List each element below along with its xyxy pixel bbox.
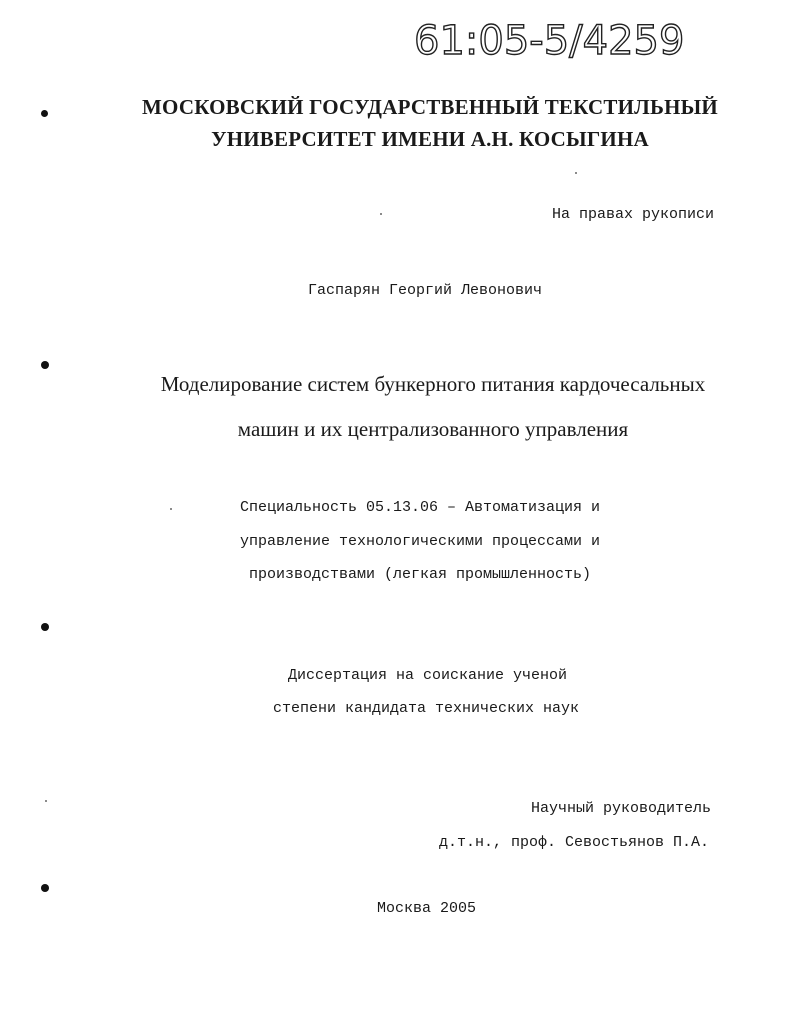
supervisor-label: Научный руководитель xyxy=(531,800,712,817)
author-name: Гаспарян Георгий Левонович xyxy=(308,282,543,299)
specialty-line1: Специальность 05.13.06 – Автоматизация и xyxy=(240,499,601,516)
specialty-line3: производствами (легкая промышленность) xyxy=(249,566,592,583)
dissertation-title-line2: машин и их централизованного управления xyxy=(237,417,629,441)
dissertation-degree-line1: Диссертация на соискание ученой xyxy=(288,667,568,684)
university-name-line1: МОСКОВСКИЙ ГОСУДАРСТВЕННЫЙ ТЕКСТИЛЬНЫЙ xyxy=(142,95,718,119)
city-year: Москва 2005 xyxy=(377,900,477,917)
scan-speck xyxy=(575,172,577,174)
binding-hole-mark xyxy=(41,884,49,892)
scan-speck xyxy=(380,213,382,215)
dissertation-title-line1: Моделирование систем бункерного питания кардочесальных xyxy=(160,372,706,396)
specialty-line2: управление технологическими процессами и xyxy=(240,533,601,550)
supervisor-name: д.т.н., проф. Севостьянов П.А. xyxy=(439,834,710,851)
handwritten-archive-code xyxy=(410,14,730,64)
dissertation-degree-line2: степени кандидата технических наук xyxy=(273,700,580,717)
binding-hole-mark xyxy=(41,361,49,369)
university-name-line2: УНИВЕРСИТЕТ ИМЕНИ А.Н. КОСЫГИНА xyxy=(211,127,649,151)
archive-code-text: 61:05-5/4259 xyxy=(414,18,685,64)
manuscript-rights-note: На правах рукописи xyxy=(552,206,715,223)
binding-hole-mark xyxy=(41,623,49,631)
scan-speck xyxy=(170,508,172,510)
scan-speck xyxy=(45,800,47,802)
